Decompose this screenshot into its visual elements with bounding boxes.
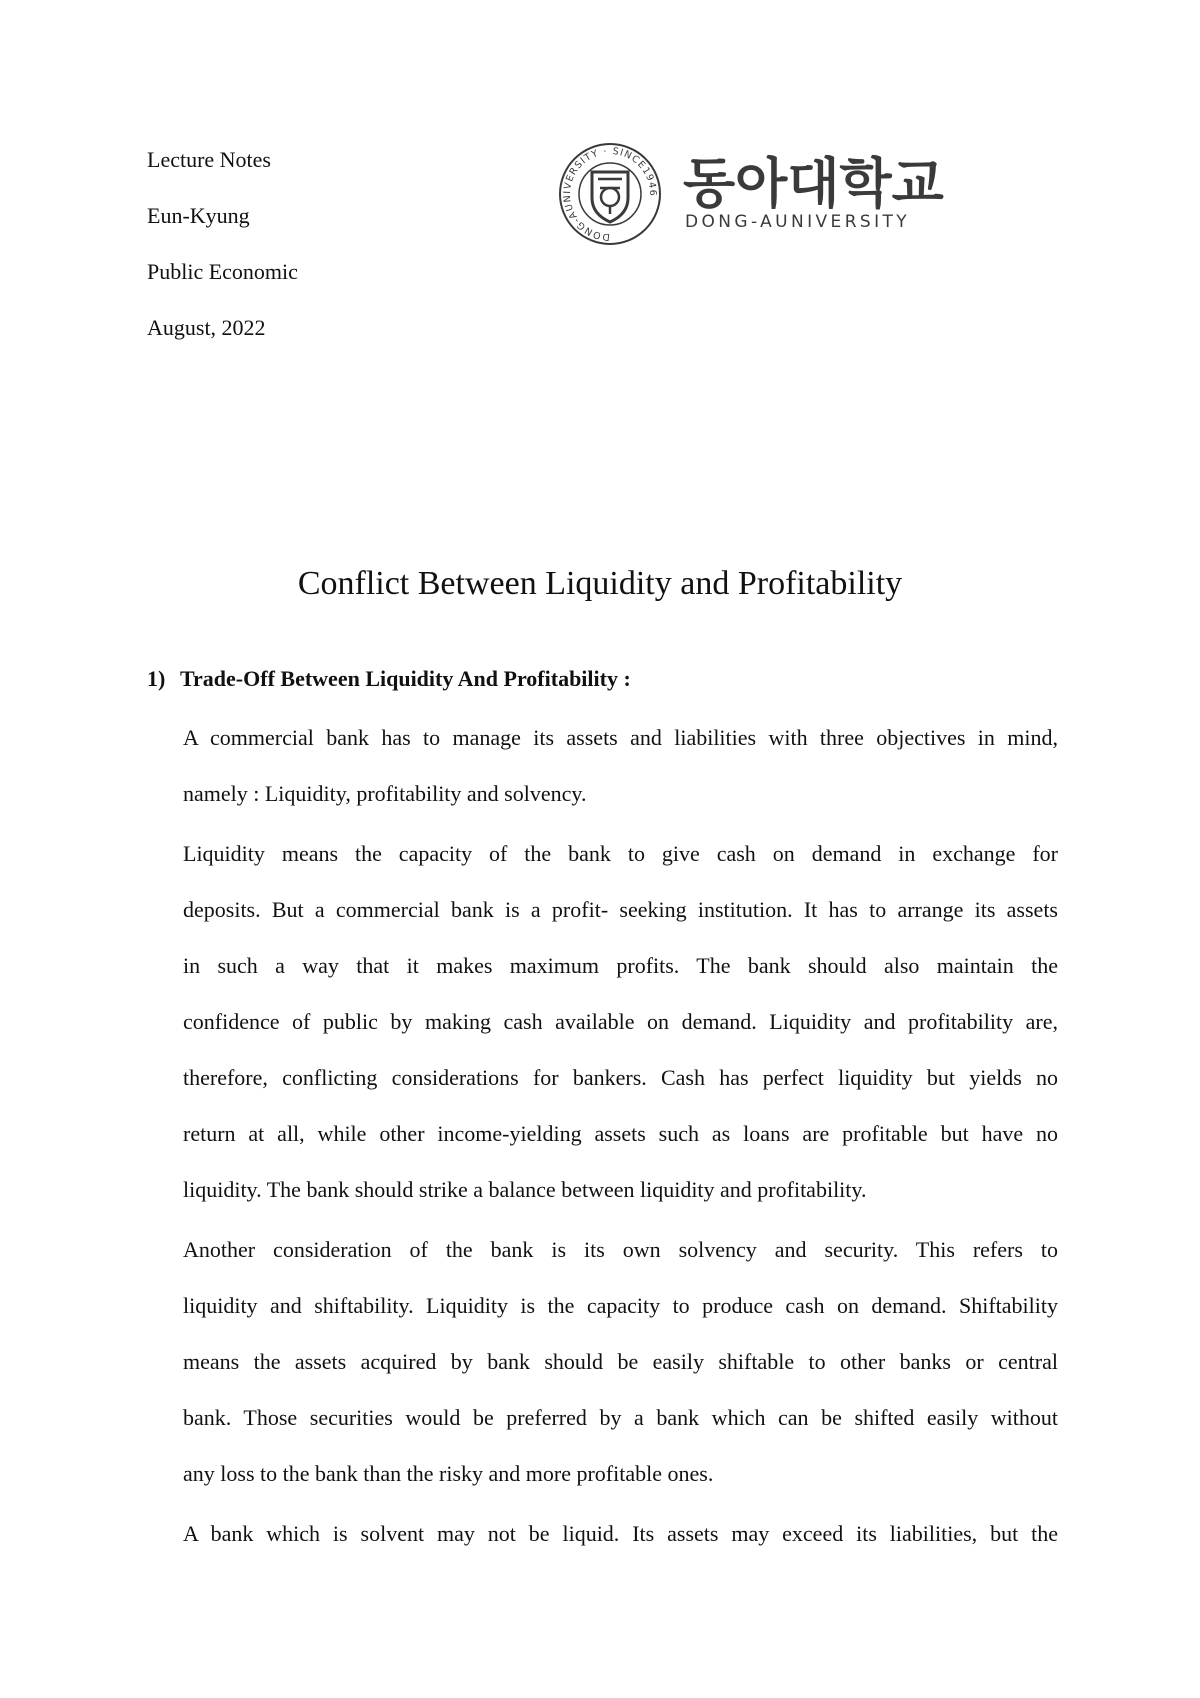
paragraph-liquidity [183,834,1058,1226]
paragraph-objectives [183,718,1058,830]
paragraph-line: any loss to the bank than the risky and more profitable ones. [183,1461,714,1486]
section-heading-text: Trade-Off Between Liquidity And Profitability : [180,666,631,691]
university-logo [558,142,988,247]
paragraph-line: Liquidity means the capacity of the bank to give cash on demand in exchange for [183,841,1058,866]
paragraph-line: namely : Liquidity, profitability and solvency. [183,781,587,806]
paragraph-solvency [183,1230,1058,1510]
paragraph-line: in such a way that it makes maximum profits. The bank should also maintain the [183,953,1058,978]
svg-text:DONG-AUNIVERSITY · SINCE1946 [562,146,658,242]
university-seal-icon [560,144,660,244]
paragraph-line: means the assets acquired by bank should be easily shiftable to other banks or central [183,1349,1058,1374]
meta-line-author: Eun-Kyung [147,203,250,228]
meta-line-course-type: Lecture Notes [147,147,271,172]
document-meta [147,140,298,364]
paragraph-line: A bank which is solvent may not be liquid. Its assets may exceed its liabilities, but the [183,1521,1058,1546]
logo-korean-name: 동아대학교 [683,152,944,215]
meta-line-date: August, 2022 [147,315,266,340]
page-title: Conflict Between Liquidity and Profitability [297,565,903,602]
section-number: 1) [147,666,166,691]
seal-ring-text: DONG-AUNIVERSITY · SINCE1946 [561,145,659,243]
paragraph-line: A commercial bank has to manage its assets and liabilities with three objectives in mind, [183,725,1058,750]
paragraph-line: bank. Those securities would be preferred by a bank which can be shifted easily without [183,1405,1058,1430]
paragraph-line: deposits. But a commercial bank is a profit- seeking institution. It has to arrange its assets [183,897,1058,922]
paragraph-line: confidence of public by making cash available on demand. Liquidity and profitability are, [183,1009,1058,1034]
university-logo-graphic [558,142,988,247]
paragraph-line: therefore, conflicting considerations for bankers. Cash has perfect liquidity but yields no [183,1065,1058,1090]
paragraph-line: liquidity. The bank should strike a balance between liquidity and profitability. [183,1177,867,1202]
logo-english-name: DONG-AUNIVERSITY [685,212,911,232]
paragraph-solvent-not-liquid [183,1514,1058,1570]
section-body [183,718,1058,1570]
paragraph-line: liquidity and shiftability. Liquidity is the capacity to produce cash on demand. Shiftability [183,1293,1058,1318]
paragraph-line: return at all, while other income-yielding assets such as loans are profitable but have no [183,1121,1058,1146]
section-heading [147,662,631,696]
paragraph-line: Another consideration of the bank is its own solvency and security. This refers to [183,1237,1058,1262]
meta-line-subject: Public Economic [147,259,298,284]
